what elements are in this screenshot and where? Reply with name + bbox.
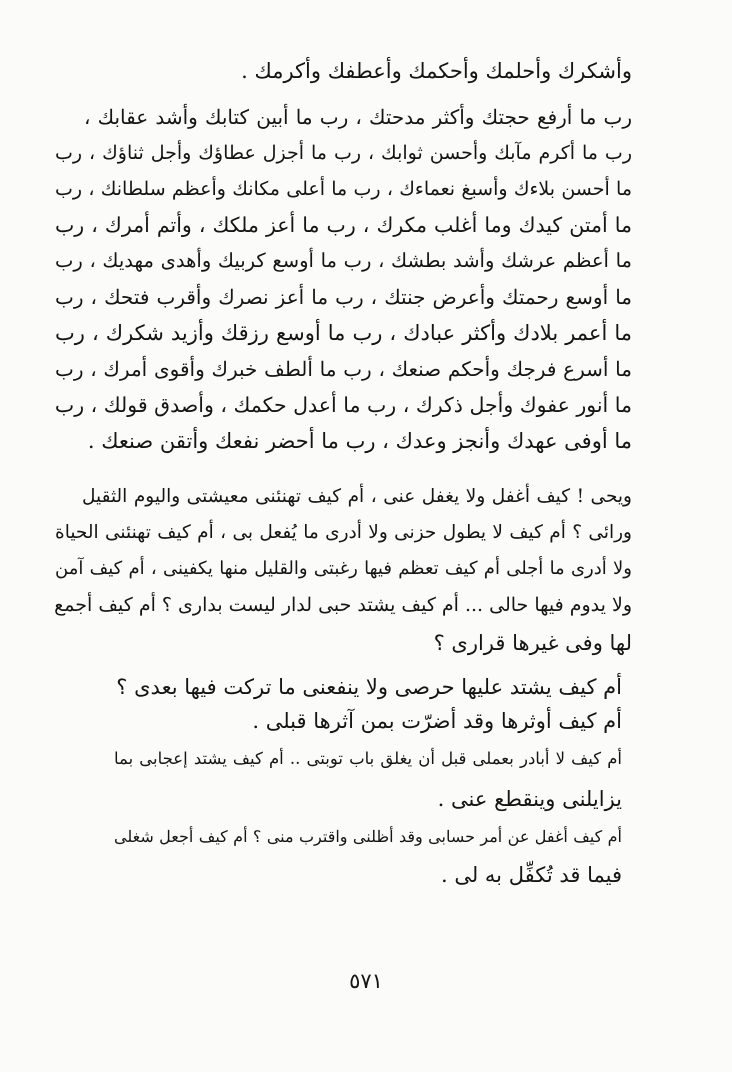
text-line: رب ما أكرم مآبك وأحسن ثوابك ، رب ما أجزل عطاؤك وأجل ثناؤك ، رب	[55, 142, 632, 164]
text-line: ما أوسع رحمتك وأعرض جنتك ، رب ما أعز نصرك وأقرب فتحك ، رب	[55, 285, 632, 309]
text-line: ولا أدرى ما أجلى أم كيف تعظم فيها رغبتى والقليل منها يكفينى ، أم كيف آمن	[55, 558, 632, 579]
text-line: ما أعظم عرشك وأشد بطشك ، رب ما أوسع كربيك وأهدى مهديك ، رب	[55, 249, 632, 272]
text-line: رب ما أرفع حجتك وأكثر مدحتك ، رب ما أبين كتابك وأشد عقابك ،	[84, 105, 632, 129]
text-line: أم كيف أغفل عن أمر حسابى وقد أظلنى واقترب منى ؟ أم كيف أجعل شغلى	[114, 827, 622, 846]
verse-line: أم كيف أوثرها وقد أضرّت بمن آثرها قبلى .	[252, 709, 622, 733]
text-line: ورائى ؟ أم كيف لا يطول حزنى ولا أدرى ما يُفعل بى ، أم كيف تهنئنى الحياة	[55, 522, 632, 543]
text-line: ما أحسن بلاءك وأسبغ نعماءك ، رب ما أعلى مكانك وأعظم سلطانك ، رب	[55, 178, 632, 200]
verse-line: أم كيف يشتد عليها حرصى ولا ينفعنى ما تركت فيها بعدى ؟	[116, 675, 622, 699]
text-line: يزايلنى وينقطع عنى .	[437, 787, 622, 811]
text-line: أم كيف لا أبادر بعملى قبل أن يغلق باب توبتى .. أم كيف يشتد إعجابى بما	[114, 749, 622, 768]
page-number: ٥٧١	[349, 969, 383, 993]
text-line: ما أوفى عهدك وأنجز وعدك ، رب ما أحضر نفعك وأتقن صنعك .	[87, 429, 632, 453]
text-line: ما أعمر بلادك وأكثر عبادك ، رب ما أوسع رزقك وأزيد شكرك ، رب	[55, 321, 632, 345]
text-line: وأشكرك وأحلمك وأحكمك وأعطفك وأكرمك .	[241, 59, 632, 83]
text-line: ما أسرع فرجك وأحكم صنعك ، رب ما ألطف خبرك وأقوى أمرك ، رب	[55, 357, 632, 381]
text-line: فيما قد تُكفِّل به لى .	[440, 863, 622, 887]
text-line: لها وفى غيرها قرارى ؟	[433, 631, 632, 655]
text-line: ولا يدوم فيها حالى ... أم كيف يشتد حبى لدار ليست بدارى ؟ أم كيف أجمع	[54, 594, 632, 616]
text-line: ويحى ! كيف أغفل ولا يغفل عنى ، أم كيف تهنئنى معيشتى واليوم الثقيل	[82, 486, 632, 507]
text-line: ما أنور عفوك وأجل ذكرك ، رب ما أعدل حكمك ، وأصدق قولك ، رب	[54, 393, 632, 417]
text-line: ما أمتن كيدك وما أغلب مكرك ، رب ما أعز ملكك ، وأتم أمرك ، رب	[55, 213, 632, 237]
